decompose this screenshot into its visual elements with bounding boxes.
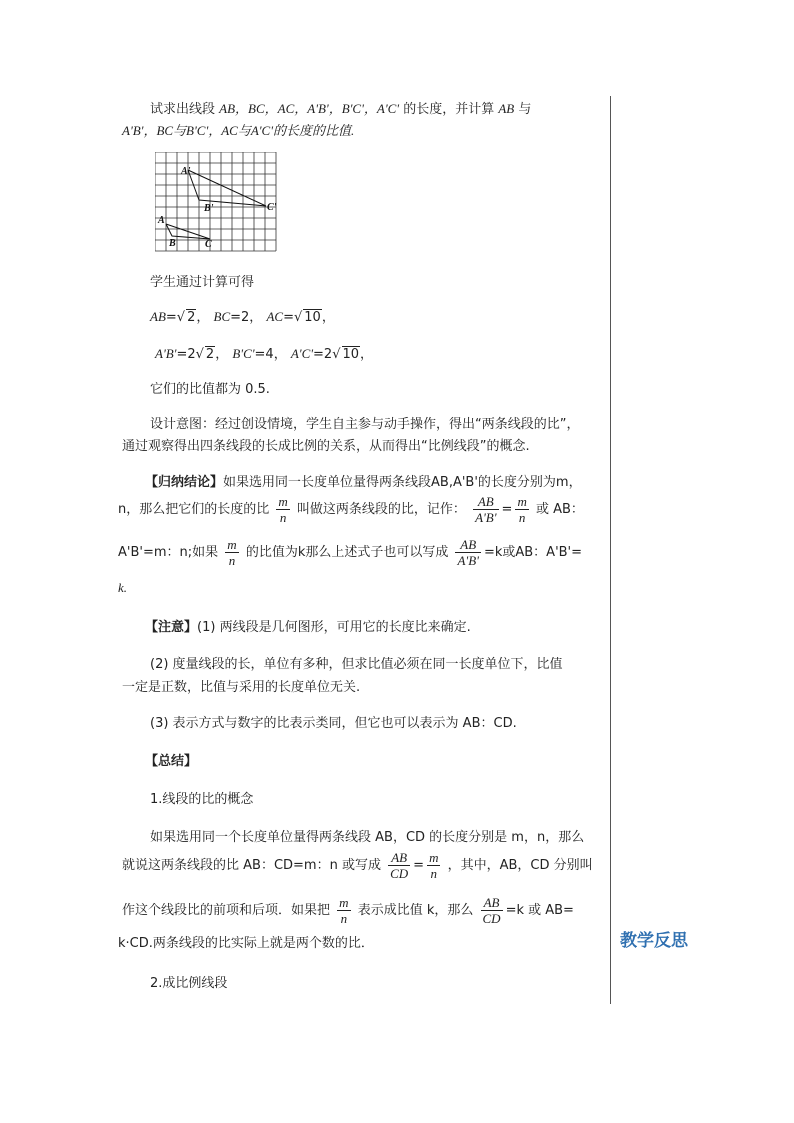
bc-label: BC bbox=[213, 309, 231, 324]
fraction-ab-cd-2: $\frac{AB}{CD}$ bbox=[482, 895, 501, 926]
intro-text: 试求出线段 bbox=[150, 102, 216, 117]
sqrt-symbol: √ bbox=[195, 347, 204, 362]
apcp-root: 10 bbox=[342, 347, 360, 362]
conclusion-text-2a: n，那么把它们的长度的比 bbox=[118, 502, 270, 517]
summary-tag: 【总结】 bbox=[145, 754, 198, 769]
ab-value: 2 bbox=[187, 310, 196, 325]
bpcp-value: =4， bbox=[254, 347, 287, 362]
label-b-prime: B' bbox=[204, 203, 214, 214]
note-1-text: (1) 两线段是几何图形，可用它的长度比来确定. bbox=[197, 620, 471, 635]
results-row-1: AB=√ 2， BC=2， AC=√ 10， bbox=[150, 309, 335, 325]
results-heading: 学生通过计算可得 bbox=[150, 275, 255, 290]
fraction-m-n: $\frac{m}{n}$ bbox=[278, 494, 288, 525]
grid-figure bbox=[155, 152, 279, 252]
intro-text-2: 的长度，并计算 bbox=[403, 102, 495, 117]
summary-section-2-title: 2.成比例线段 bbox=[150, 976, 228, 991]
label-c: C bbox=[205, 239, 212, 250]
sqrt-symbol: √ bbox=[293, 310, 303, 325]
intro-segments: AB，BC，AC，A'B'，B'C'，A'C' bbox=[219, 101, 400, 116]
label-b: B bbox=[169, 238, 176, 249]
summary-p3-text-b: 表示成比值 k，那么 bbox=[357, 903, 474, 918]
fraction-ab-apbp: $\frac{AB}{A'B'}$ bbox=[475, 494, 497, 525]
conclusion-text-2c: 或 AB： bbox=[535, 502, 584, 517]
summary-p2-text-a: 就说这两条线段的比 AB：CD=m：n 或写成 bbox=[122, 858, 381, 873]
results-ratio: 它们的比值都为 0.5. bbox=[150, 382, 270, 397]
intro-text-3: 与 bbox=[518, 102, 532, 117]
summary-p3-text-a: 作这个线段比的前项和后项．如果把 bbox=[122, 903, 331, 918]
fraction-ab-cd: $\frac{AB}{CD}$ bbox=[390, 850, 409, 881]
design-line-2: 通过观察得出四条线段的长成比例的关系，从而得出“比例线段”的概念. bbox=[122, 439, 530, 454]
conclusion-text-3c: =k或AB：A'B'= bbox=[483, 545, 583, 560]
conclusion-text-3b: 的比值为k那么上述式子也可以写成 bbox=[245, 545, 449, 560]
intro-line-2: A'B'，BC与B'C'，AC与A'C'的长度的比值. bbox=[122, 123, 355, 138]
summary-p2: 就说这两条线段的比 AB：CD=m：n 或写成 $\frac{AB}{CD}$ = $\frac{m}{n}$ ，其中，AB，CD 分别叫 bbox=[122, 850, 593, 881]
teaching-reflection-title: 教学反思 bbox=[620, 931, 688, 951]
ac-label: AC bbox=[266, 309, 284, 324]
apcp-label: A'C' bbox=[290, 346, 314, 361]
summary-p1: 如果选用同一个长度单位量得两条线段 AB，CD 的长度分别是 m，n，那么 bbox=[150, 830, 585, 845]
conclusion-line-2: n，那么把它们的长度的比 $\frac{m}{n}$ 叫做这两条线段的比，记作： $\frac{AB}{A'B'}$ = $\frac{m}{n}$ 或 AB： bbox=[118, 494, 584, 525]
bpcp-label: B'C' bbox=[232, 346, 255, 361]
apbp-coef: =2 bbox=[176, 347, 196, 362]
design-line-1: 设计意图：经过创设情境，学生自主参与动手操作，得出“两条线段的比”， bbox=[150, 417, 580, 432]
sqrt-symbol: √ bbox=[176, 310, 186, 325]
summary-p3-text-c: =k 或 AB= bbox=[505, 903, 574, 918]
conclusion-tag: 【归纳结论】 bbox=[145, 475, 224, 490]
results-row-2: A'B'=2√ 2， B'C'=4， A'C'=2√ 10， bbox=[155, 346, 374, 362]
fraction-ab-apbp-2: $\frac{AB}{A'B'}$ bbox=[457, 537, 479, 568]
conclusion-text-1: 如果选用同一长度单位量得两条线段AB,A'B'的长度分别为m， bbox=[223, 475, 582, 490]
apcp-coef: =2 bbox=[313, 347, 333, 362]
summary-p4: k·CD.两条线段的比实际上就是两个数的比． bbox=[118, 936, 374, 951]
note-3: (3) 表示方式与数字的比表示类同，但它也可以表示为 AB：CD. bbox=[150, 716, 517, 731]
apbp-root: 2 bbox=[205, 347, 215, 362]
intro-line-1 bbox=[150, 98, 531, 117]
conclusion-text-2b: 叫做这两条线段的比，记作： bbox=[296, 502, 466, 517]
label-a: A bbox=[158, 215, 165, 226]
apbp-label: A'B' bbox=[155, 346, 177, 361]
summary-p2-text-b: ，其中，AB，CD 分别叫 bbox=[447, 858, 593, 873]
note-2a: (2) 度量线段的长，单位有多种，但求比值必须在同一长度单位下，比值 bbox=[150, 657, 563, 672]
fraction-m-n-3: $\frac{m}{n}$ bbox=[227, 537, 237, 568]
fraction-m-n-4: $\frac{m}{n}$ bbox=[429, 850, 439, 881]
bc-value: =2， bbox=[230, 310, 263, 325]
column-divider bbox=[610, 96, 611, 1004]
note-2b: 一定是正数，比值与采用的长度单位无关. bbox=[122, 680, 361, 695]
intro-ab: AB bbox=[498, 101, 515, 116]
fraction-m-n-2: $\frac{m}{n}$ bbox=[517, 494, 527, 525]
summary-section-1-title: 1.线段的比的概念 bbox=[150, 792, 254, 807]
note-1 bbox=[145, 616, 471, 635]
conclusion-text-3a: A'B'=m：n;如果 bbox=[118, 545, 219, 560]
summary-p3 bbox=[122, 895, 574, 926]
label-a-prime: A' bbox=[181, 166, 191, 177]
label-c-prime: C' bbox=[267, 202, 277, 213]
conclusion-line-3 bbox=[118, 537, 582, 568]
ac-value: 10 bbox=[304, 310, 321, 325]
ab-label: AB bbox=[150, 309, 166, 324]
conclusion-line-1 bbox=[145, 471, 582, 490]
conclusion-line-4: k. bbox=[118, 580, 128, 595]
sqrt-symbol: √ bbox=[332, 347, 341, 362]
fraction-m-n-5: $\frac{m}{n}$ bbox=[339, 895, 349, 926]
note-tag: 【注意】 bbox=[145, 620, 198, 635]
